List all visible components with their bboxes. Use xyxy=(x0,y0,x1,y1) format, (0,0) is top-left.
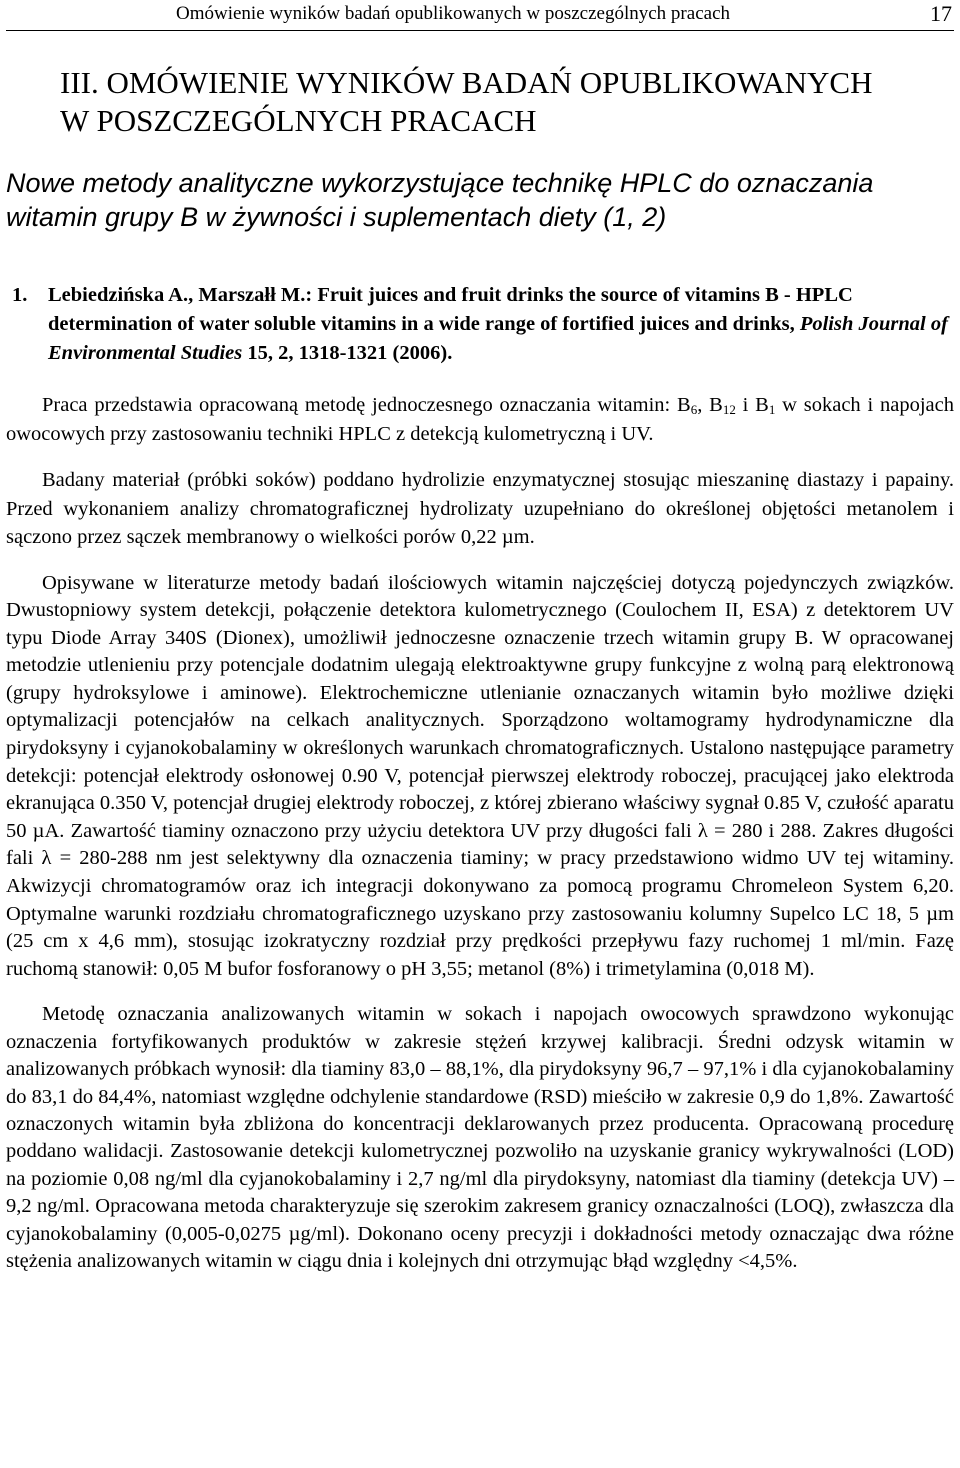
running-title: Omówienie wyników badań opublikowanych w poszczególnych pracach xyxy=(176,3,730,24)
paragraph-1-text-b: , B xyxy=(697,394,723,416)
reference-entry xyxy=(12,281,954,368)
chapter-title-line-2: W POSZCZEGÓLNYCH PRACACH xyxy=(60,103,537,138)
page-number: 17 xyxy=(930,1,952,26)
chapter-title xyxy=(60,64,960,140)
reference-details: 15, 2, 1318-1321 (2006). xyxy=(242,342,453,364)
paragraph-1-text-c: i B xyxy=(735,394,769,416)
subscript-6: 6 xyxy=(690,402,698,417)
subscript-12: 12 xyxy=(722,402,736,417)
paragraph-4: Metodę oznaczania analizowanych witamin w sokach i napojach owocowych sprawdzono wykonując oznaczenia fortyfikowanych produktów w zakresie stężeń krzywej kalibracji. Średni odzysk witamin w analizowanych próbkach wynosił: dla tiaminy 83,0 – 88,1%, dla pirydoksyny 96,7 – 97,1% i dla cyjanokobalaminy do 83,1 do 84,4%, natomiast względne odchylenie standardowe (RSD) mieściło w zakresie 0,9 do 1,8%. Zawartość oznaczonych witamin była zbliżona do koncentracji deklarowanych przez producenta. Opracowaną procedurę poddano walidacji. Zastosowanie detekcji kulometrycznej pozwoliło na uzyskanie granicy wykrywalności (LOD) na poziomie 0,08 ng/ml dla cyjanokobalaminy i 2,7 ng/ml dla pirydoksyny, natomiast dla tiaminy (detekcja UV) – 9,2 ng/ml. Opracowana metoda charakteryzuje się szerokim zakresem granicy oznaczalności (LOQ), zwłaszcza dla cyjanokobalaminy (0,005-0,0275 µg/ml). Dokonano oceny precyzji i dokładności metody oznaczając dwa różne stężenia analizowanych witamin w ciągu dnia i kolejnych dni otrzymując błąd względny <4,5%. xyxy=(6,1003,954,1273)
body-text xyxy=(6,391,954,1293)
chapter-title-line-1: III. OMÓWIENIE WYNIKÓW BADAŃ OPUBLIKOWANYCH xyxy=(60,65,873,100)
paragraph-1-text-d: w sokach i napojach owocowych przy zastosowaniu techniki HPLC z detekcją kulometryczną i UV. xyxy=(6,394,954,445)
paragraph-1-text-a: Praca przedstawia opracowaną metodę jednoczesnego oznaczania witamin: B xyxy=(42,394,691,416)
reference-authors-title: Lebiedzińska A., Marszałł M.: Fruit juices and fruit drinks the source of vitamins B - HPLC determination of water soluble vitamins in a wide range of fortified juices and drinks, xyxy=(48,284,853,335)
running-header xyxy=(6,0,954,31)
reference-text xyxy=(12,281,954,368)
paragraph-2: Badany materiał (próbki soków) poddano hydrolizie enzymatycznej stosując mieszaninę diastazy i papainy. Przed wykonaniem analizy chromatograficznej hydrolizaty uzupełniano do określonej objętości metanolem i sączono przez sączek membranowy o wielkości porów 0,22 µm. xyxy=(6,469,954,548)
reference-journal: Polish Journal of Environmental Studies xyxy=(48,313,948,364)
paragraph-3: Opisywane w literaturze metody badań ilościowych witamin najczęściej dotyczą pojedynczych związków. Dwustopniowy system detekcji, połączenie detektora kulometrycznego (Coulochem II, ESA) z detektorem UV typu Diode Array 340S (Dionex), umożliwił jednoczesne oznaczenie trzech witamin grupy B. W opracowanej metodzie utlenieniu przy potencjale dodatnim ulegają elektroaktywne grupy funkcyjne z wolną parą elektronową (grupy hydroksylowe i aminowe). Elektrochemiczne utlenianie oznaczanych witamin było możliwe dzięki optymalizacji potencjałów na celkach analitycznych. Sporządzono woltamogramy hydrodynamiczne dla pirydoksyny i cyjanokobalaminy w określonych warunkach chromatograficznych. Ustalono następujące parametry detekcji: potencjał elektrody osłonowej 0.90 V, potencjał pierwszej elektrody roboczej, pracującej jako elektroda ekranująca 0.350 V, potencjał drugiej elektrody roboczej, z której zbierano właściwy sygnał 0.85 V, czułość aparatu 50 µA. Zawartość tiaminy oznaczono przy użyciu detektora UV przy długości fali λ = 280 i 288. Zakres długości fali λ = 280-288 nm jest selektywny dla oznaczenia tiaminy; w pracy przedstawiono widmo UV tej witaminy. Akwizycji chromatogramów oraz ich integracji dokonywano za pomocą programu Chromeleon System 6,20. Optymalne warunki rozdziału chromatograficznego uzyskano przy zastosowaniu kolumny Supelco LC 18, 5 µm (25 cm x 4,6 mm), stosując izokratyczny rozdział przy prędkości przepływu fazy ruchomej 1 ml/min. Fazę ruchomą stanowił: 0,05 M bufor fosforanowy o pH 3,55; metanol (8%) i trimetylamina (0,018 M). xyxy=(6,571,955,980)
subscript-1: 1 xyxy=(768,402,776,417)
paragraph-1 xyxy=(6,391,954,448)
reference-number: 1. xyxy=(12,284,28,306)
section-title: Nowe metody analityczne wykorzystujące technikę HPLC do oznaczania witamin grupy B w żywności i suplementach diety (1, 2) xyxy=(6,168,874,232)
